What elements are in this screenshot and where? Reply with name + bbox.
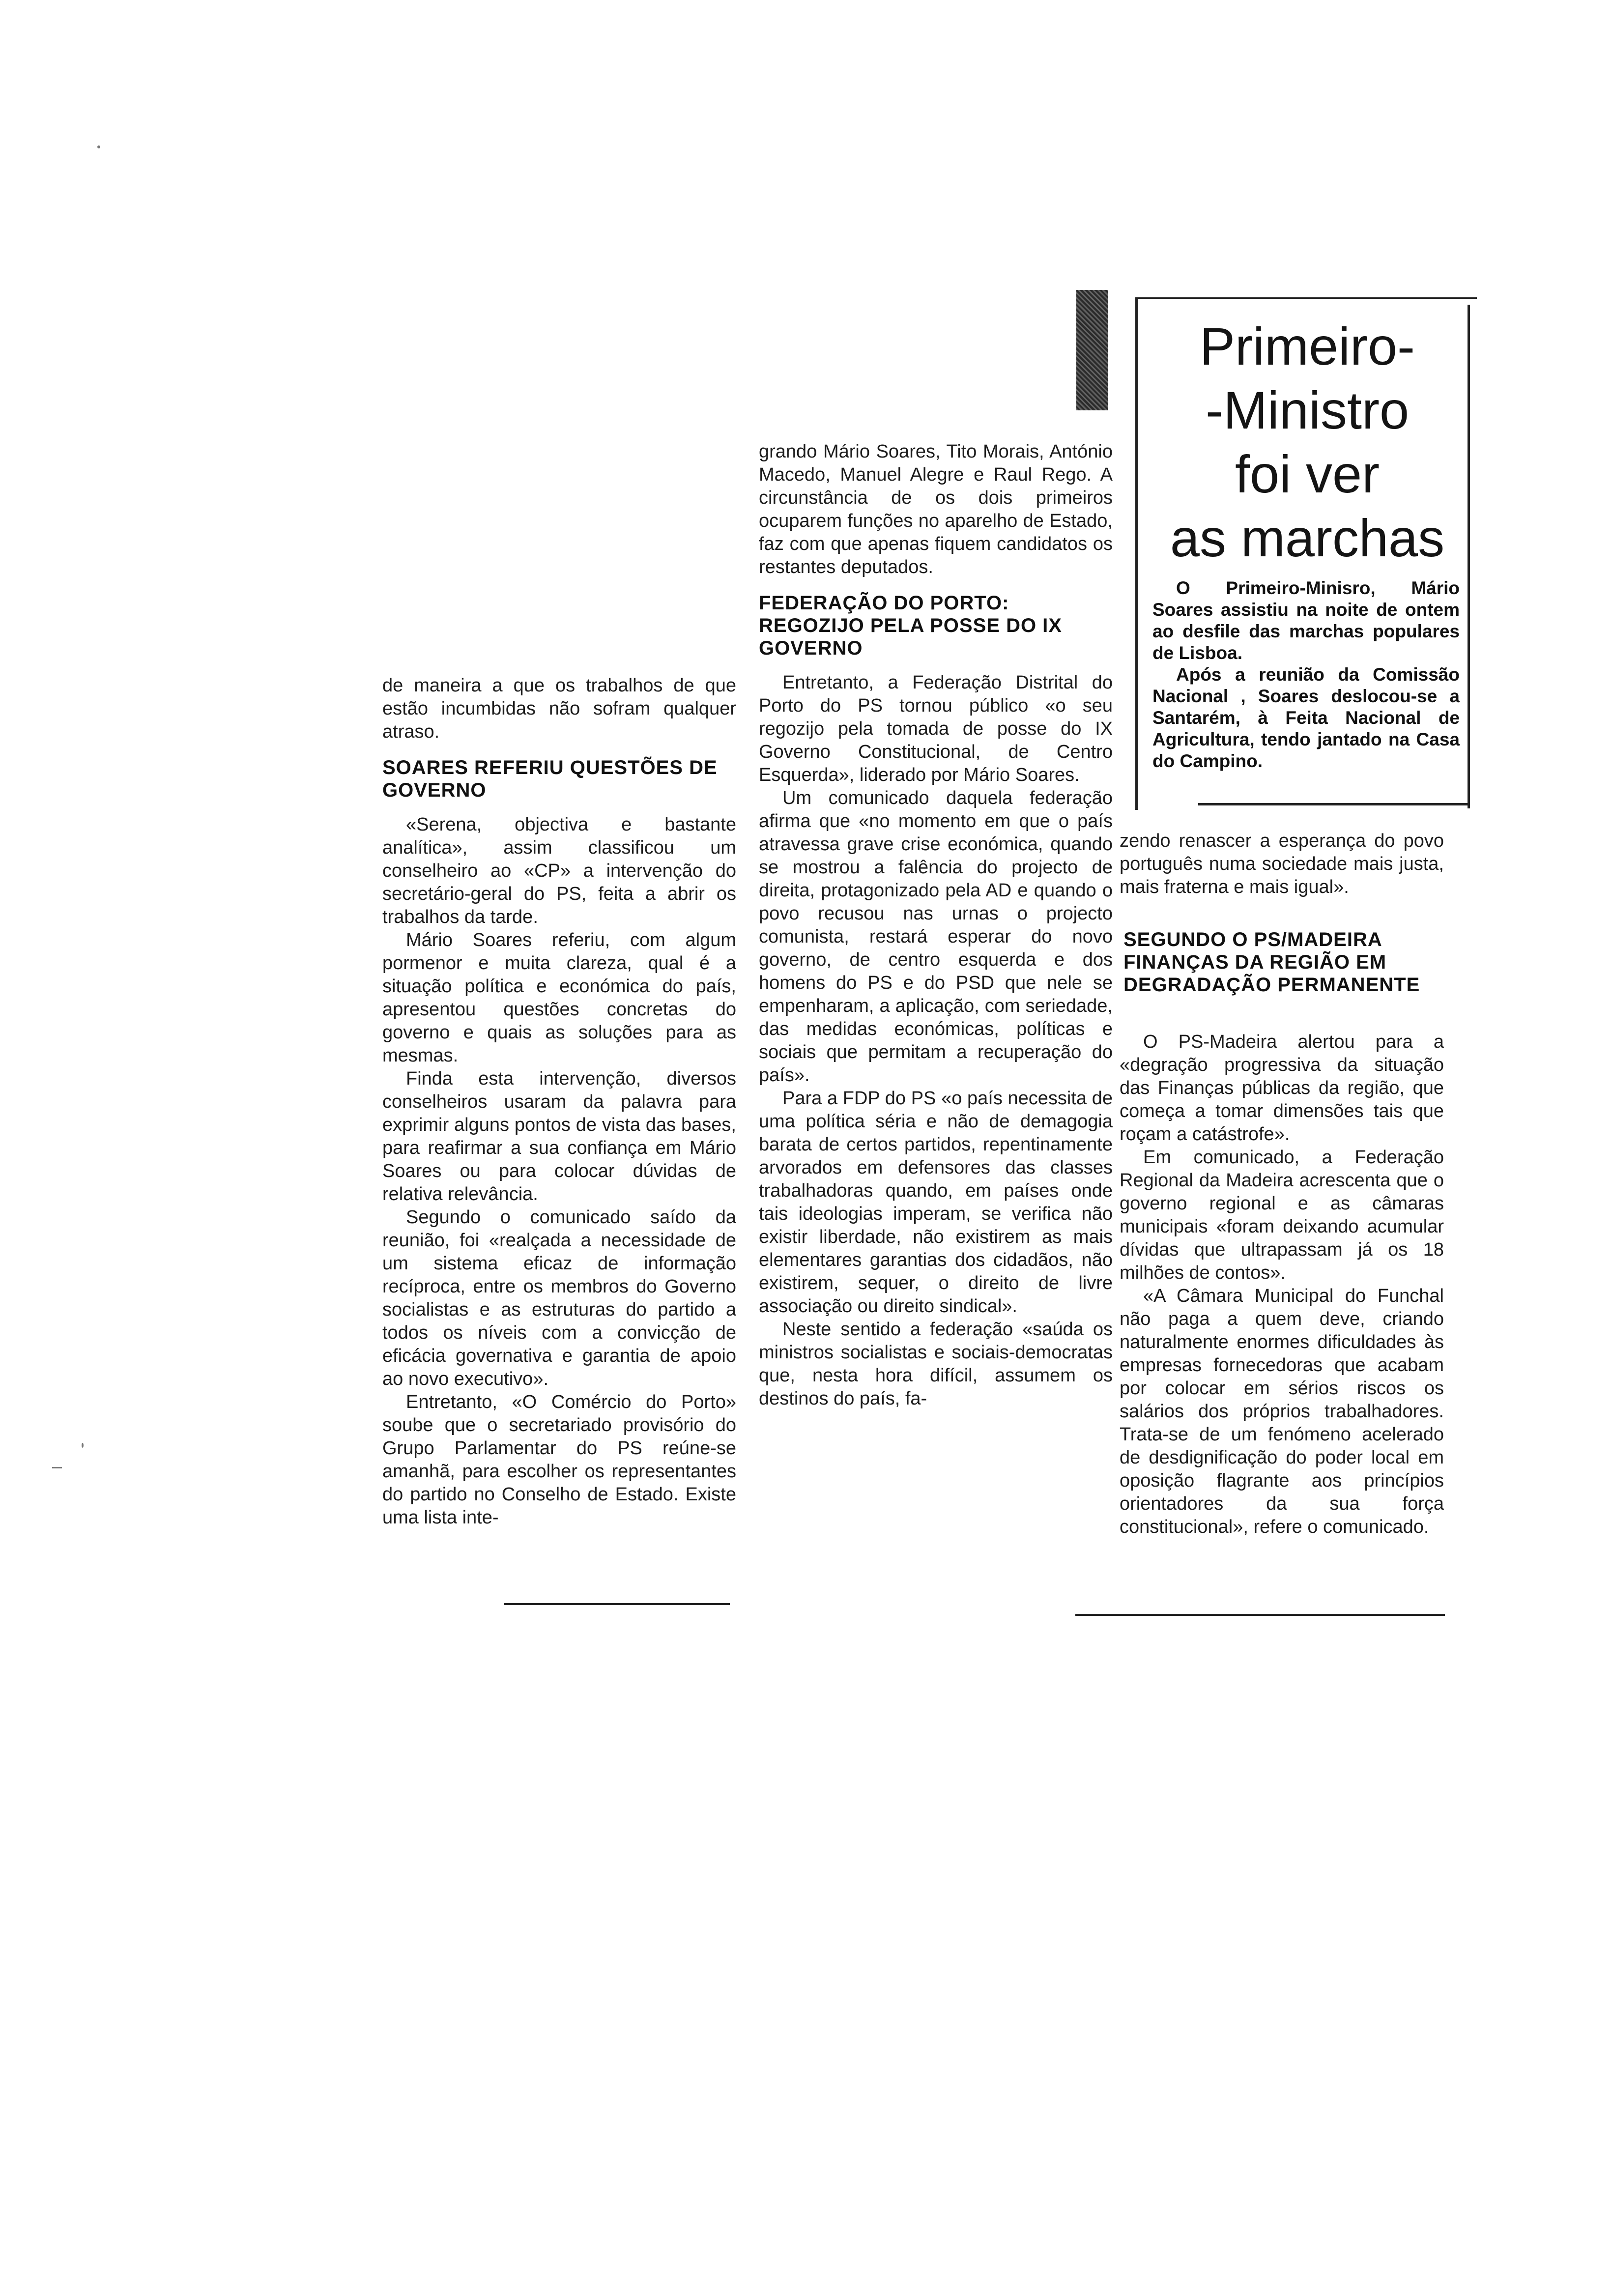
boxed-story-bottom-rule (1198, 803, 1468, 805)
column3-heading: SEGUNDO O PS/MADEIRA FINANÇAS DA REGIÃO EM DEGRADAÇÃO PERMANENTE (1123, 929, 1420, 996)
column1-paragraph: Mário Soares referiu, com algum pormenor e muita clareza, qual é a situação política e económica do país, apresentou questões concretas do governo e quais as soluções para as mesmas. (382, 930, 736, 1066)
headline-line: Primeiro- (1199, 316, 1415, 376)
column2-paragraph: Para a FDP do PS «o país necessita de uma política séria e não de demagogia barata de certos partidos, repentinamente arvorados em defensores das classes trabalhadoras quando, em países onde tais ideologias imperam, se verifica não existir liberdade, não existirem as mais elementares garantias dos cidadãos, não existirem, sequer, o direito de livre associação ou direito sindical». (759, 1088, 1113, 1317)
article-column-3 (1120, 830, 1444, 1539)
column1-heading: SOARES REFERIU QUESTÕES DE GOVERNO (382, 757, 718, 801)
headline-line: foi ver (1235, 444, 1380, 504)
article-column-2 (759, 440, 1113, 1410)
column3-paragraph: Em comunicado, a Federação Regional da Madeira acrescenta que o governo regional e as câmaras municipais «foram deixando acumular dívidas que ultrapassam já os 18 milhões de contos». (1120, 1147, 1444, 1283)
column1-paragraph: Entretanto, «O Comércio do Porto» soube que o secretariado provisório do Grupo Parlamentar do PS reúne-se amanhã, para escolher os representantes do partido no Conselho de Estado. Existe uma lista inte- (382, 1392, 736, 1528)
column3-paragraph: «A Câmara Municipal do Funchal não paga a quem deve, criando naturalmente enormes dificuldades às empresas fornecedoras que acabam por colocar em sérios riscos os salários dos próprios trabalhadores. Trata-se de um fenómeno acelerado de desdignificação do poder local em oposição flagrante aos princípios orientadores da sua força constitucional», refere o comunicado. (1120, 1286, 1444, 1537)
scan-speck (52, 1467, 62, 1468)
scan-speck (82, 1443, 84, 1448)
column1-paragraph-top: de maneira a que os trabalhos de que estão incumbidas não sofram qualquer atraso. (382, 675, 736, 742)
column2-paragraph: Entretanto, a Federação Distrital do Porto do PS tornou público «o seu regozijo pela tomada de posse do IX Governo Constitucional, de Centro Esquerda», liderado por Mário Soares. (759, 672, 1113, 785)
column3-paragraph-top: zendo renascer a esperança do povo português numa sociedade mais justa, mais fraterna e mais igual». (1120, 831, 1444, 897)
column1-bottom-rule (504, 1603, 730, 1605)
column2-paragraph: Neste sentido a federação «saúda os ministros socialistas e sociais-democratas que, nesta hora difícil, assumem os destinos do país, fa- (759, 1319, 1113, 1409)
column1-paragraph: Segundo o comunicado saído da reunião, foi «realçada a necessidade de um sistema eficaz de informação recíproca, entre os membros do Governo socialistas e as estruturas do partido a todos os níveis com a convicção de eficácia governativa e garantia de apoio ao novo executivo». (382, 1207, 736, 1389)
column3-paragraph: O PS-Madeira alertou para a «degração progressiva da situação das Finanças públicas da região, que começa a tomar dimensões tais que roçam a catástrofe». (1120, 1032, 1444, 1145)
column1-paragraph: «Serena, objectiva e bastante analítica», assim classificou um conselheiro ao «CP» a intervenção do secretário-geral do PS, feita a abrir os trabalhos da tarde. (382, 814, 736, 927)
column2-paragraph: Um comunicado daquela federação afirma que «no momento em que o país atravessa grave crise económica, quando se mostrou a falência do projecto de direita, protagonizado pela AD e quando o povo recusou nas urnas o projecto comunista, restará esperar do novo governo, de centro esquerda e dos homens do PS e do PSD que nele se empenharam, a aplicação, com seriedade, das medidas económicas, políticas e sociais que permitam a recuperação do país». (759, 788, 1113, 1086)
article-column-1 (382, 674, 736, 1529)
headline-line: -Ministro (1205, 380, 1410, 440)
boxed-story-paragraph: Após a reunião da Comissão Nacional , Soares deslocou-se a Santarém, à Feita Nacional de Agricultura, tendo jantado na Casa do Campino. (1152, 664, 1460, 771)
headline-line: as marchas (1170, 508, 1445, 568)
column3-bottom-rule (1075, 1614, 1445, 1616)
boxed-story-headline (1145, 315, 1469, 570)
column2-paragraph-top: grando Mário Soares, Tito Morais, António Macedo, Manuel Alegre e Raul Rego. A circunstância de os dois primeiros ocuparem funções no aparelho de Estado, faz com que apenas fiquem candidatos os restantes deputados. (759, 441, 1113, 577)
scan-speck (97, 145, 100, 148)
boxed-story-lead (1152, 577, 1460, 772)
boxed-story-paragraph: O Primeiro-Minisro, Mário Soares assistiu na noite de ontem ao desfile das marchas populares de Lisboa. (1152, 578, 1460, 663)
small-photo (1076, 290, 1108, 410)
column1-paragraph: Finda esta intervenção, diversos conselheiros usaram da palavra para exprimir alguns pontos de vista das bases, para reafirmar a sua confiança em Mário Soares ou para colocar dúvidas de relativa relevância. (382, 1068, 736, 1205)
column2-heading: FEDERAÇÃO DO PORTO: REGOZIJO PELA POSSE DO IX GOVERNO (759, 592, 1062, 659)
